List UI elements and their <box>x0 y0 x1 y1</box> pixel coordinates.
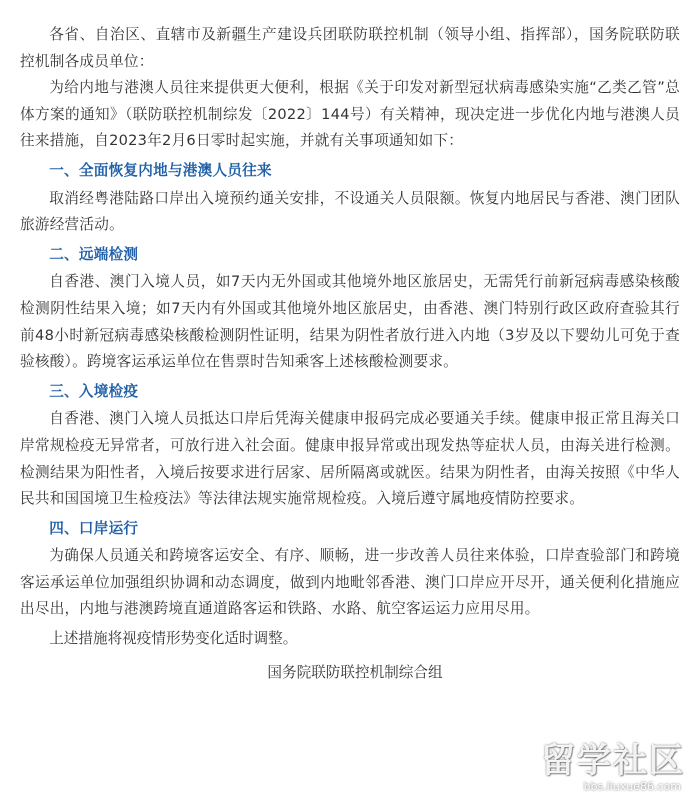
signature: 国务院联防联控机制综合组 <box>267 663 443 681</box>
section-body-1: 取消经粤港陆路口岸出入境预约通关安排，不设通关人员限额。恢复内地居民与香港、澳门团队旅游经营活动。 <box>20 189 680 234</box>
section-heading-3: 三、入境检疫 <box>49 382 139 400</box>
watermark-url: bbs.liuxue86.com <box>583 780 681 793</box>
site-watermark <box>535 742 685 796</box>
section-heading-4: 四、口岸运行 <box>49 519 139 537</box>
section-heading-1: 一、全面恢复内地与港澳人员往来 <box>49 161 272 179</box>
intro-paragraph: 为给内地与港澳人员往来提供更大便利，根据《关于印发对新型冠状病毒感染实施“乙类乙管”总体方案的通知》（联防联控机制综发〔2022〕144号）有关精神，现决定进一步优化内地与港澳人员往来措施，自2023年2月6日零时起实施，并就有关事项通知如下： <box>20 79 680 150</box>
document-body <box>20 22 680 686</box>
section-body-3: 自香港、澳门入境人员抵达口岸后凭海关健康申报码完成必要通关手续。健康申报正常且海关口岸常规检疫无异常者，可放行进入社会面。健康申报异常或出现发热等症状人员，由海关进行检测。检测结果为阳性者，入境后按要求进行居家、居所隔离或就医。结果为阴性者，由海关按照《中华人民共和国国境卫生检疫法》等法律法规实施常规检疫。入境后遵守属地疫情防控要求。 <box>20 410 680 508</box>
section-body-4: 为确保人员通关和跨境客运安全、有序、顺畅，进一步改善人员往来体验，口岸查验部门和跨境客运承运单位加强组织协调和动态调度，做到内地毗邻香港、澳门口岸应开尽开，通关便利化措施应出尽出，内地与港澳跨境直通道路客运和铁路、水路、航空客运运力应用尽用。 <box>20 547 680 618</box>
watermark-logo-text: 留学社区 <box>541 741 685 781</box>
section-body-2: 自香港、澳门入境人员，如7天内无外国或其他境外地区旅居史，无需凭行前新冠病毒感染核酸检测阴性结果入境；如7天内有外国或其他境外地区旅居史，由香港、澳门特别行政区政府查验其行前48小时新冠病毒感染核酸检测阴性证明，结果为阴性者放行进入内地（3岁及以下婴幼儿可免于查验核酸）。跨境客运承运单位在售票时告知乘客上述核酸检测要求。 <box>20 273 680 371</box>
recipients-paragraph: 各省、自治区、直辖市及新疆生产建设兵团联防联控机制（领导小组、指挥部），国务院联防联控机制各成员单位： <box>20 26 680 70</box>
closing-paragraph: 上述措施将视疫情形势变化适时调整。 <box>49 630 298 648</box>
section-heading-2: 二、远端检测 <box>49 245 139 263</box>
